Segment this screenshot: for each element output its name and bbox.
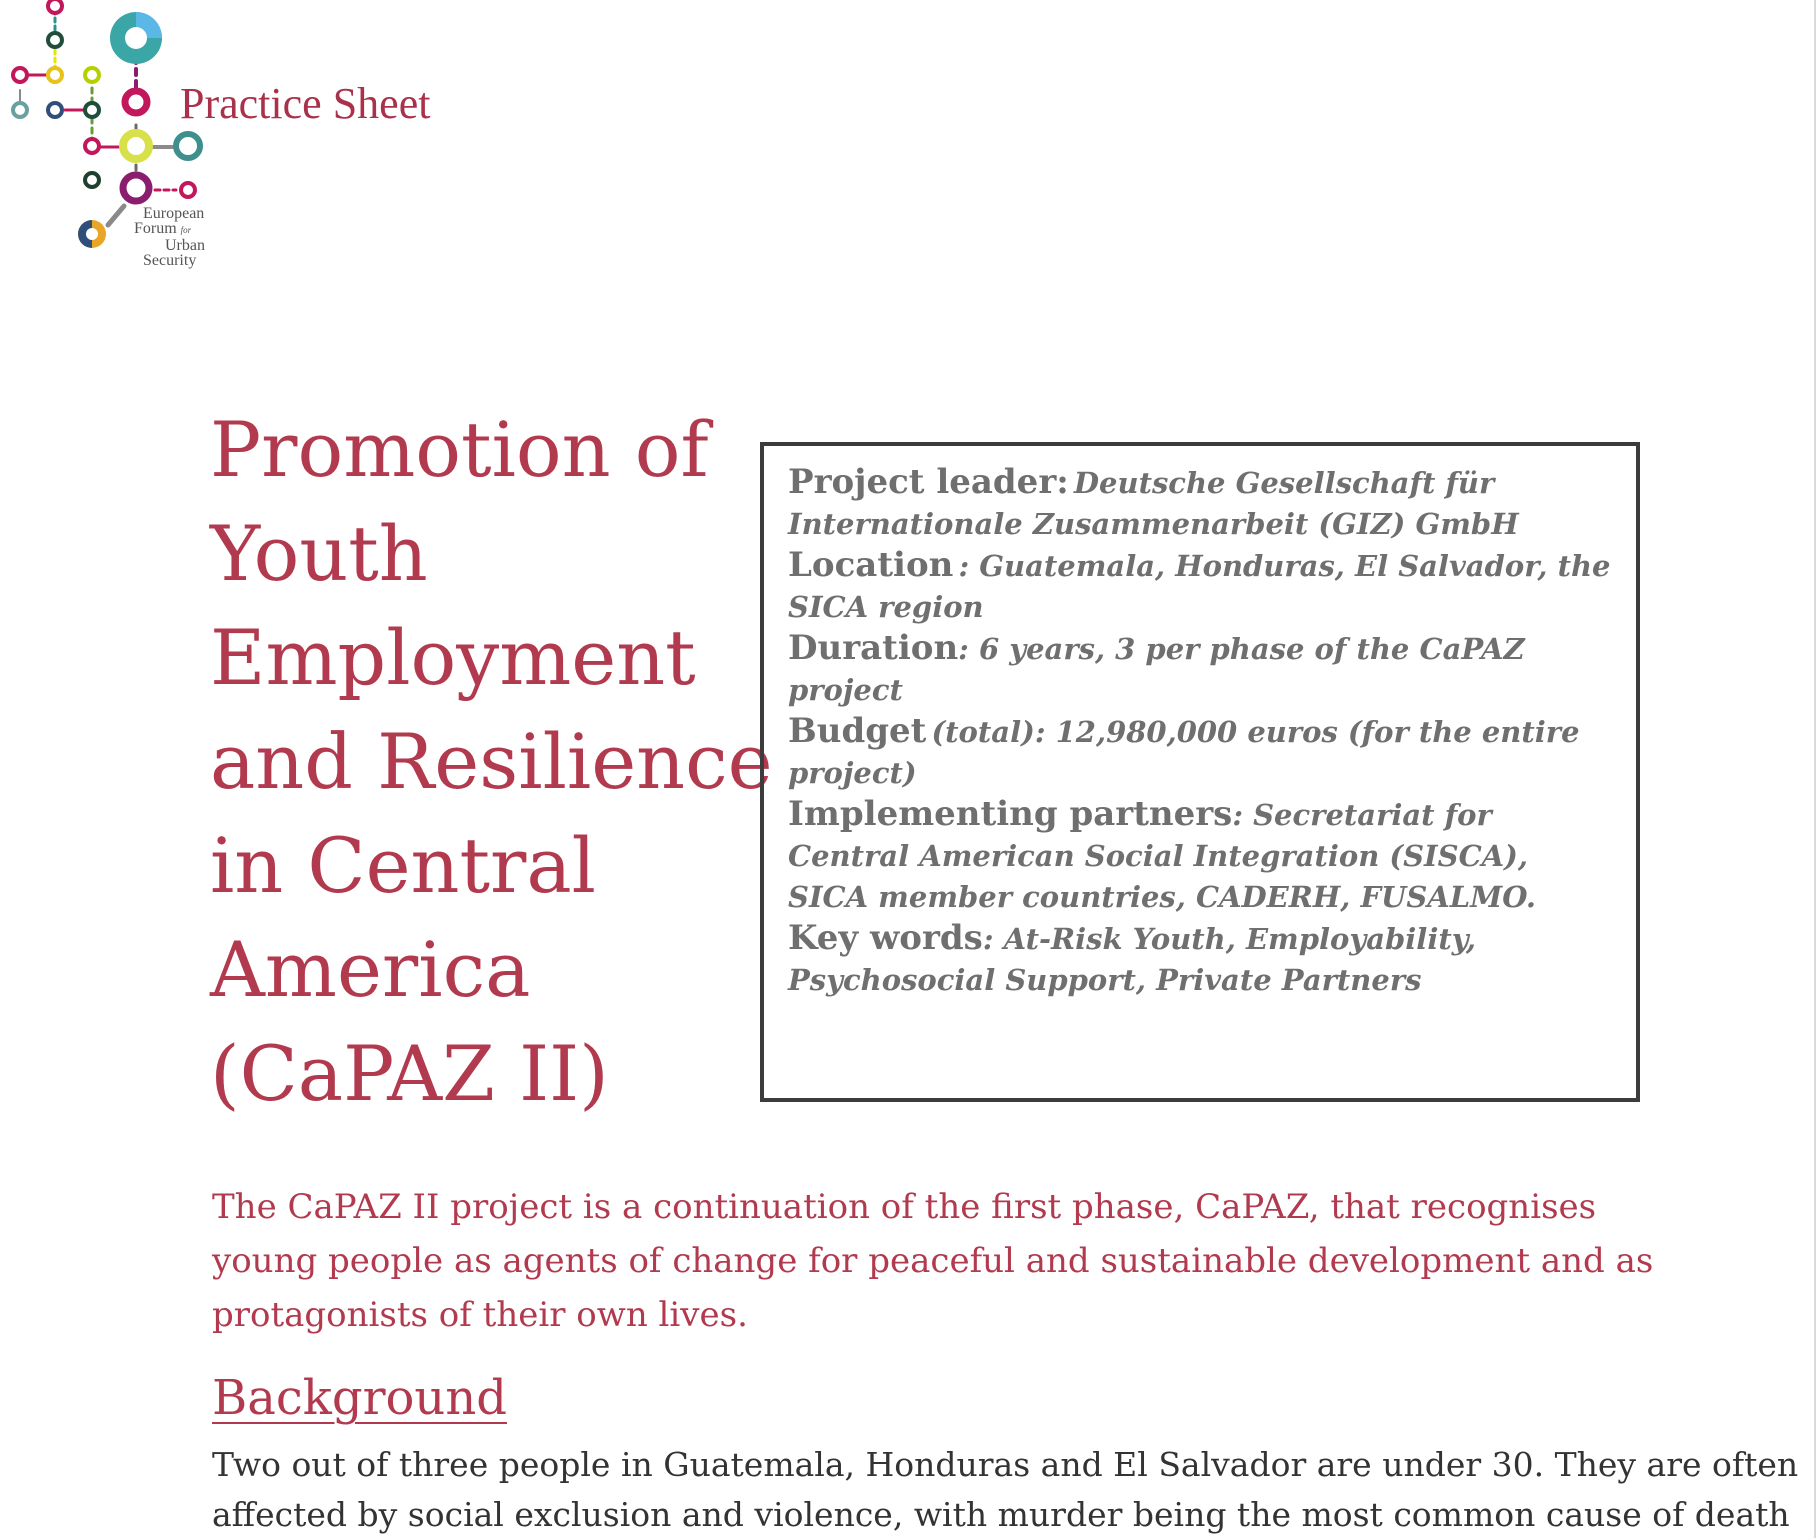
title-line: and Resilience bbox=[210, 717, 773, 806]
logo-caption-line: Security bbox=[143, 252, 197, 269]
project-leader-value: Deutsche Gesellschaft für Internationale Zusammenarbeit (GIZ) GmbH bbox=[788, 466, 1519, 541]
partners-value: : Secretariat for Central American Social Integration (SISCA), SICA member countries, CADERH, FUSALMO. bbox=[788, 798, 1536, 914]
intro-line: protagonists of their own lives. bbox=[212, 1295, 748, 1335]
budget-value: (total): 12,980,000 euros (for the entire project) bbox=[788, 715, 1580, 790]
location-row bbox=[788, 547, 1614, 630]
location-label: Location bbox=[788, 545, 954, 585]
location-value: : Guatemala, Honduras, El Salvador, the SICA region bbox=[788, 549, 1611, 624]
partners-row bbox=[788, 796, 1614, 920]
keywords-label: Key words bbox=[788, 918, 983, 958]
budget-row bbox=[788, 713, 1614, 796]
background-heading: Background bbox=[212, 1370, 507, 1426]
keywords-row bbox=[788, 920, 1614, 1003]
intro-line: The CaPAZ II project is a continuation of the first phase, CaPAZ, that recognises bbox=[212, 1187, 1597, 1227]
duration-row bbox=[788, 630, 1614, 713]
partners-label: Implementing partners bbox=[788, 794, 1233, 834]
intro-paragraph bbox=[212, 1180, 1654, 1342]
logo-caption-line: Forum for bbox=[134, 220, 192, 237]
project-leader-label: Project leader: bbox=[788, 462, 1069, 502]
project-info-box bbox=[760, 442, 1640, 1102]
page-title bbox=[210, 398, 773, 1126]
logo-caption bbox=[128, 206, 205, 268]
logo-caption-line: Urban bbox=[165, 237, 205, 254]
sheet-type-label: Practice Sheet bbox=[180, 79, 431, 128]
budget-label: Budget bbox=[788, 711, 927, 751]
title-line: (CaPAZ II) bbox=[210, 1029, 609, 1118]
page-edge bbox=[1814, 0, 1816, 1538]
background-paragraph bbox=[212, 1440, 1799, 1540]
title-line: America bbox=[210, 925, 531, 1014]
title-line: Youth bbox=[210, 509, 428, 598]
project-leader-row bbox=[788, 464, 1614, 547]
logo-caption-line: European bbox=[143, 205, 205, 222]
efus-logo bbox=[0, 0, 230, 270]
title-line: Employment bbox=[210, 613, 696, 702]
background-line: Two out of three people in Guatemala, Honduras and El Salvador are under 30. They are often bbox=[212, 1445, 1799, 1484]
keywords-value: : At-Risk Youth, Employability, Psychosocial Support, Private Partners bbox=[788, 922, 1476, 997]
logo-caption-small: for bbox=[180, 225, 192, 235]
duration-label: Duration bbox=[788, 628, 959, 668]
background-line: affected by social exclusion and violence, with murder being the most common cause of death bbox=[212, 1495, 1790, 1534]
title-line: Promotion of bbox=[210, 405, 709, 494]
title-line: in Central bbox=[210, 821, 596, 910]
intro-line: young people as agents of change for peaceful and sustainable development and as bbox=[212, 1241, 1654, 1281]
duration-value: : 6 years, 3 per phase of the CaPAZ project bbox=[788, 632, 1525, 707]
